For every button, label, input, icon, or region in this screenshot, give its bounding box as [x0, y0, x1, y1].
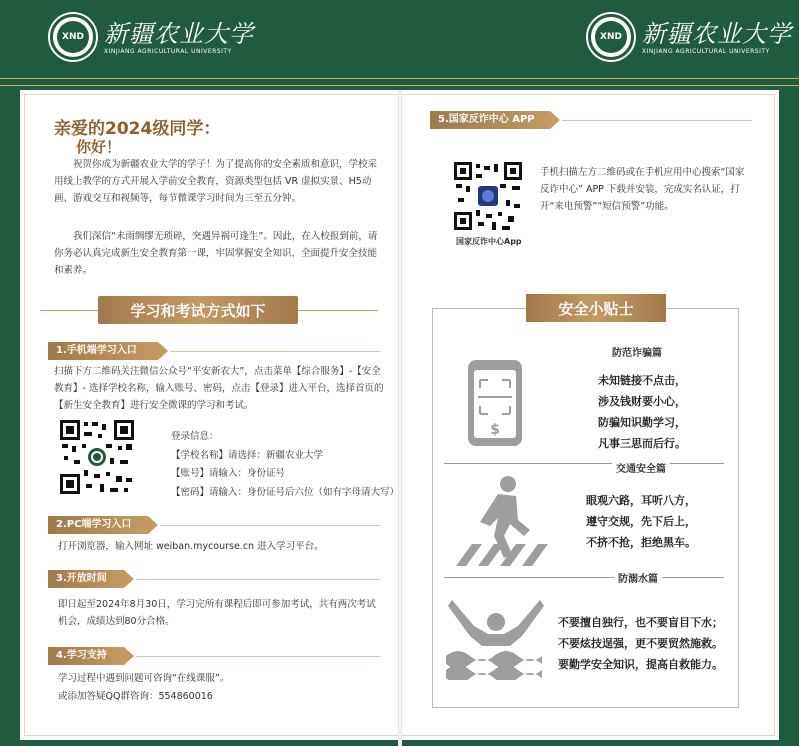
- section-time-body: 即日起至2024年8月30日，学习完所有课程后即可参加考试，共有两次考试机会，成绩达到80分合格。: [58, 599, 376, 627]
- login-account: 【账号】请输入：身份证号: [171, 468, 286, 479]
- motto-paragraph: 我们深信“未雨绸缪无琐碎，突遇异祸可逢生”。因此，在入校报到前，请你务必认真完成新生安全教育第一课，牢固掌握安全知识，全面提升安全技能和素养。: [54, 231, 378, 276]
- section-mobile-body: 扫描下方二维码关注微信公众号“平安新农大”，点击菜单【综合服务】-【安全教育】- 选择学校名称，输入账号、密码，点击【登录】进入平台，选择首页的【新生安全教育】进行安全微课的学习和考试。: [54, 366, 384, 411]
- login-info: [171, 428, 399, 502]
- divider: [298, 310, 378, 311]
- study-banner: 学习和考试方式如下: [98, 296, 298, 324]
- section-support-body: 学习过程中遇到问题可咨询“在线课服”。: [58, 673, 230, 684]
- login-title: 登录信息：: [171, 431, 219, 442]
- section-support-qq: 或添加答疑QQ群咨询：554860016: [58, 691, 213, 702]
- tip-fraud-text: 未知链接不点击， 涉及钱财要小心， 防骗知识勤学习， 凡事三思而后行。: [598, 374, 686, 450]
- page-fold: [398, 90, 402, 746]
- login-password: 【密码】请输入：身份证号后六位（如有字母请大写）: [171, 486, 400, 498]
- tip-drowning-title: 防溺水篇: [614, 570, 662, 585]
- anti-fraud-app-qr-code[interactable]: [452, 160, 524, 232]
- qr-caption: 国家反诈中心App: [456, 237, 522, 246]
- app-section-title: 5.国家反诈中心 APP: [430, 111, 550, 129]
- divider: [136, 656, 380, 657]
- section-support-title: 4.学习支持: [48, 647, 124, 665]
- intro-paragraph: 祝贺你成为新疆农业大学的学子！为了提高你的安全素质和意识，学校采用线上教学的方式开展入学前安全教育，资源类型包括 VR 虚拟实景、H5动画、游戏交互和视频等，每节微课学习时间为三至五分钟。: [54, 159, 378, 204]
- section-pc-title: 2.PC端学习入口: [48, 516, 148, 534]
- section-time-title: 3.开放时间: [48, 570, 124, 588]
- school-name-en: XINJIANG AGRICULTURAL UNIVERSITY: [642, 47, 770, 55]
- greeting-heading: 亲爱的2024级同学：: [54, 119, 221, 139]
- university-logo-left: [50, 14, 254, 60]
- school-name-en: XINJIANG AGRICULTURAL UNIVERSITY: [104, 47, 232, 55]
- tip-fraud-title: 防范诈骗篇: [612, 348, 662, 359]
- app-description: 手机扫描左方二维码或在手机应用中心搜索“国家反诈中心” APP 下载并安装，完成实名认证，打开“来电预警”“短信预警”功能。: [540, 167, 745, 212]
- divider: [136, 579, 380, 580]
- divider: [170, 351, 380, 352]
- svg-text:$: $: [490, 422, 500, 438]
- school-name-cn: 新疆农业大学: [642, 19, 792, 48]
- seal-icon: XND: [50, 14, 96, 60]
- hello-heading: 你好！: [76, 138, 122, 156]
- seal-icon: XND: [588, 14, 634, 60]
- tip-traffic-title: 交通安全篇: [612, 460, 670, 475]
- safety-tips-banner: 安全小贴士: [526, 294, 666, 322]
- header-divider: [0, 78, 799, 86]
- tip-traffic-text: 眼观六路，耳听八方， 遵守交规，先下后上， 不挤不抢，拒绝黑车。: [586, 494, 696, 549]
- phone-scan-money-icon: [466, 358, 524, 452]
- school-name-cn: 新疆农业大学: [104, 19, 254, 48]
- login-school: 【学校名称】请选择：新疆农业大学: [171, 449, 324, 461]
- wechat-qr-code[interactable]: [58, 418, 136, 496]
- divider: [444, 577, 724, 578]
- drowning-person-icon: [444, 596, 548, 684]
- divider: [160, 525, 380, 526]
- section-pc-body: 打开浏览器，输入网址 weiban.mycourse.cn 进入学习平台。: [58, 541, 324, 552]
- pedestrian-crossing-icon: [446, 474, 556, 574]
- divider: [444, 463, 724, 464]
- university-logo-right: [588, 14, 792, 60]
- divider: [562, 120, 752, 121]
- header: [0, 0, 799, 90]
- tip-drowning-text: 不要擅自独行，也不要盲目下水； 不要炫技逞强，更不要贸然施救。 要勤学安全知识，提高自救能力。: [558, 616, 723, 671]
- section-mobile-title: 1.手机端学习入口: [48, 342, 158, 360]
- divider: [40, 310, 98, 311]
